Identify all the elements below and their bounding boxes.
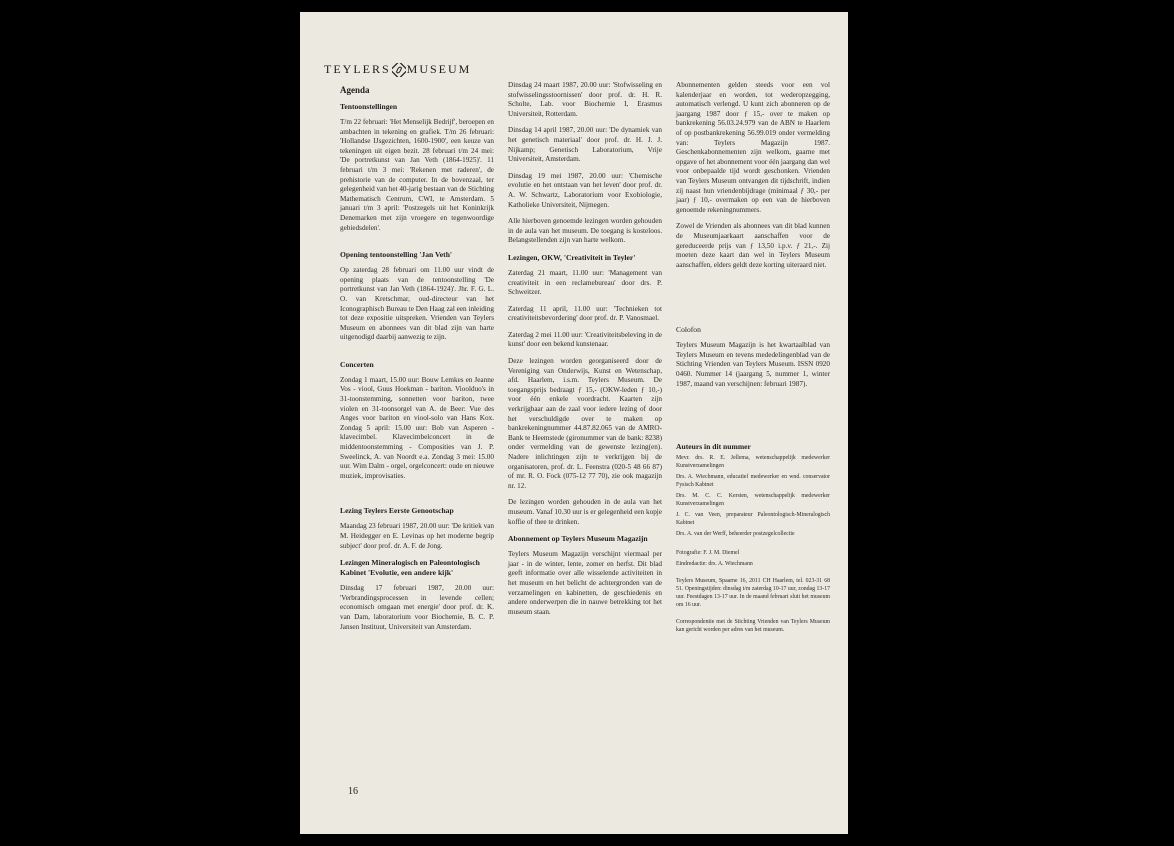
auteur-item: Drs. A. Wiechmann, educatief medewerker en wnd. conservator Fysisch Kabinet	[676, 474, 830, 489]
okw-11-april: Zaterdag 11 april, 11.00 uur: 'Technieken tot creativiteitsbevordering' door prof. dr. P. Vanosmael.	[508, 304, 662, 323]
correspondence-note: Correspondentie met de Stichting Vrienden van Teylers Museum kan gericht worden per adres van het museum.	[676, 619, 830, 634]
lezing-19-mei: Dinsdag 19 mei 1987, 20.00 uur: 'Chemische evolutie en het ontstaan van het leven' door prof. dr. A. W. Schwartz, Laboratorium voor Exobiologie, Katholieke Universiteit, Nijmegen.	[508, 171, 662, 209]
eindredactie-credit: Eindredactie: drs. A. Wiechmann	[676, 561, 753, 568]
okw-info: Deze lezingen worden georganiseerd door de Vereniging van Onderwijs, Kunst en Wetenschap, afd. Haarlem, i.s.m. Teylers Museum. De toegangsprijs bedraagt ƒ 15,- (OKW-leden ƒ 10,-) voor één enkele voordracht. Kaarten zijn verkrijgbaar aan de zaal voor iedere lezing of door het verschuldigde over te maken op bankrekeningnummer 44.87.82.065 van de AMRO-Bank te Heemstede (gironummer van de bank: 8238) onder vermelding van de gewenste lezing(en). Nadere inlichtingen zijn te verkrijgen bij de organisatoren, prof. dr. L. Feenstra (020-5 48 66 87) of mr. R. O. Fock (075-12 77 70), zie ook magazijn nr. 12.	[508, 357, 662, 490]
lezing-14-april: Dinsdag 14 april 1987, 20.00 uur: 'De dynamiek van het genetisch materiaal' door prof. dr. H. J. J. Nijkamp; Genetisch Laboratorium, Vrije Universiteit, Amsterdam.	[508, 126, 662, 164]
lezing-genootschap-text: Maandag 23 februari 1987, 20.00 uur: 'De kritiek van M. Heidegger en E. Levinas op het moderne begrip subject' door prof. dr. A. F. de Jong.	[340, 522, 494, 550]
lezingen-kabinet-text: Dinsdag 17 februari 1987, 20.00 uur: 'Verbrandingsprocessen in levende cellen; economisch omgaan met energie' door prof. dr. K. van Dam, laboratorium voor Biochemie, B. C. P. Jansen Instituut, Universiteit van Amsterdam.	[340, 584, 494, 631]
column-3	[676, 81, 830, 637]
masthead-right: MUSEUM	[406, 62, 472, 76]
okw-heading: Lezingen, OKW, 'Creativiteit in Teyler'	[508, 252, 636, 262]
auteurs-heading: Auteurs in dit nummer	[676, 442, 751, 452]
tentoonstellingen-text: T/m 22 februari: 'Het Menselijk Bedrijf', beroepen en ambachten in tekening en grafiek. T/m 26 februari: 'Hollandse IJsgezichten, 1600-1900', een keuze van tekeningen uit eigen bezit. 28 februari t/m 24 mei: 'De portretkunst van Jan Veth (1864-1925)'. 11 februari t/m 3 mei: 'Rekenen met raderen', de prehistorie van de computer. In de bovenzaal, ter gelegenheid van het 40-jarig bestaan van de Stichting Mathematisch Centrum, CWI, te Amsterdam. 5 januari t/m 3 april: 'Postzegels uit het Koninkrijk Denemarken met zijn vroegere en tegenwoordige gebiedsdelen'.	[340, 118, 494, 232]
fotografie-credit: Fotografie: F. J. M. Diemel	[676, 550, 740, 557]
masthead	[324, 62, 471, 77]
museum-address: Teylers Museum, Spaarne 16, 2011 CH Haarlem, tel. 023-31 68 51. Openingstijden: dinsdag t/m zaterdag 10-17 uur, zondag 13-17 uur. Feestdagen 13-17 uur. In de maand februari sluit het museum om 16 uur.	[676, 578, 830, 609]
concerten-text: Zondag 1 maart, 15.00 uur: Bouw Lemkes en Jeanne Vos - viool, Guus Hoekman - bariton. Vioolduo's in 31-toonstemming, sonnetten voor bariton, twee violen en 31-toonsorgel van A. de Beer: Vue des Anges voor bariton en viool-solo van Hans Kox. Zondag 5 april: 15.00 uur: Bob van Asperen - klavecimbel. Klavecimbelconcert in de middentoonstemming - Composities van J. P. Sweelinck, A. van Noordt e.a. Zondag 3 mei: 15.00 uur. Wim Dalm - orgel, orgelconcert: oude en nieuwe muziek, improvisaties.	[340, 375, 494, 480]
magazine-page	[300, 12, 848, 834]
lezing-genootschap-heading: Lezing Teylers Eerste Genootschap	[340, 506, 454, 516]
museumjaarkaart-text: Zowel de Vrienden als abonnees van dit blad kunnen de Museumjaarkaart aanschaffen voor de gereduceerde prijs van ƒ 13,50 i.p.v. ƒ 21,-. Zij moeten deze kaart dan wel in Teylers Museum aanschaffen, elders geldt deze korting uiteraard niet.	[676, 222, 830, 269]
okw-21-maart: Zaterdag 21 maart, 11.00 uur: 'Management van creativiteit in een reclamebureau' door drs. P. Schweitzer.	[508, 268, 662, 297]
auteur-item: Drs. A. van der Werff, beheerder postzegelcollectie	[676, 531, 795, 538]
masthead-left: TEYLERS	[324, 62, 391, 76]
column-2	[508, 81, 662, 624]
abonnement-text: Teylers Museum Magazijn verschijnt viermaal per jaar - in de winter, lente, zomer en herfst. Dit blad geeft informatie over alle wisselende activiteiten in het museum en het belicht de achtergronden van de verzamelingen en kabinetten, de geschiedenis en andere onderwerpen die in nauwe betrekking tot het museum staan.	[508, 550, 662, 616]
page-number: 16	[348, 786, 358, 797]
auteur-item: Drs. M. C. C. Kersten, wetenschappelijk medewerker Kunstverzamelingen	[676, 493, 830, 508]
colofon-heading: Colofon	[676, 325, 701, 335]
auteur-item: J. C. van Veen, preparateur Paleontologisch-Mineralogisch Kabinet	[676, 512, 830, 527]
okw-location: De lezingen worden gehouden in de aula van het museum. Vanaf 10.30 uur is er gelegenheid een kopje koffie of thee te drinken.	[508, 498, 662, 526]
column-1	[340, 85, 494, 639]
auteurs-list	[676, 454, 830, 634]
abonnement-heading: Abonnement op Teylers Museum Magazijn	[508, 534, 648, 544]
concerten-heading: Concerten	[340, 359, 374, 369]
auteur-item: Mevr. drs. R. E. Jellema, wetenschappelijk medewerker Kunstverzamelingen	[676, 455, 830, 470]
lezingen-info: Alle hierboven genoemde lezingen worden gehouden in de aula van het museum. De toegang is kosteloos. Belangstellenden zijn van harte welkom.	[508, 217, 662, 245]
tentoonstellingen-heading: Tentoonstellingen	[340, 102, 398, 111]
teylers-emblem-icon	[392, 63, 406, 77]
lezingen-kabinet-heading: Lezingen Mineralogisch en Paleontologisch Kabinet 'Evolutie, een andere kijk'	[340, 558, 480, 578]
opening-text: Op zaterdag 28 februari om 11.00 uur vindt de opening plaats van de tentoonstelling 'De portretkunst van Jan Veth (1864-1924)'. Jhr. F. G. L. O. van Kretschmar, oud-directeur van het Iconographisch Bureau te Den Haag zal een inleiding tot deze expositie uitspreken. Vrienden van Teylers Museum en abonnees van dit blad zijn van harte uitgenodigd daarbij aanwezig te zijn.	[340, 266, 494, 342]
lezing-24-maart: Dinsdag 24 maart 1987, 20.00 uur: 'Stofwisseling en stofwisselingsstoornissen' door prof. dr. H. R. Scholte, Lab. voor Biochemie I, Erasmus Universiteit, Rotterdam.	[508, 81, 662, 118]
abonnement-terms: Abonnementen gelden steeds voor een vol kalenderjaar en worden, tot wederopzegging, automatisch verlengd. U kunt zich abonneren op de jaargang 1987 door ƒ 15,- over te maken op bankrekening 56.03.24.979 van de ABN te Haarlem of op postbankrekening 56.99.019 onder vermelding van: Teylers Magazijn 1987. Geschenkabonnementen zijn welkom, gaarne met opgave of het abonnement voor één jaargang dan wel voor onbepaalde tijd wordt geschonken. Vrienden van Teylers Museum ontvangen dit tijdschrift, indien zij naast hun vriendenbijdrage (minimaal ƒ 30,- per jaar) ƒ 10,- overmaken op een van de hierboven genoemde rekeningnummers.	[676, 81, 830, 214]
colofon-text: Teylers Museum Magazijn is het kwartaalblad van Teylers Museum en tevens mededelingenblad van de Stichting Vrienden van Teylers Museum. ISSN 0920 0460. Nummer 14 (jaargang 5, nummer 1, winter 1987, maand van verschijnen: februari 1987).	[676, 341, 830, 388]
okw-2-mei: Zaterdag 2 mei 11.00 uur: 'Creativiteitsbeleving in de kunst' door een bekend kunstenaar.	[508, 330, 662, 349]
opening-heading: Opening tentoonstelling 'Jan Veth'	[340, 250, 453, 260]
agenda-title: Agenda	[340, 85, 370, 95]
